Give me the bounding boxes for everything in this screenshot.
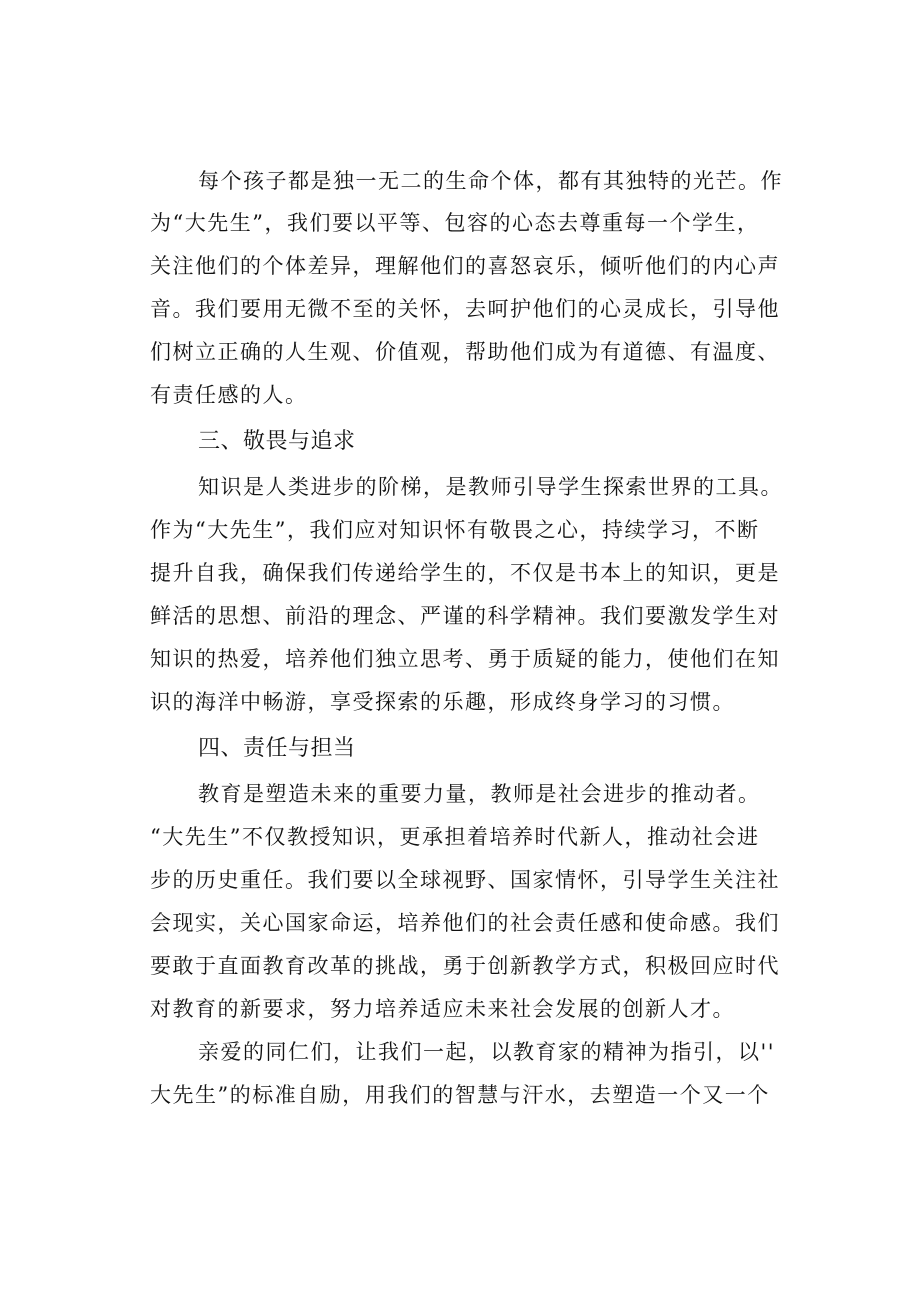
section-heading-4: 四、责任与担当 <box>198 736 356 761</box>
paragraph-line: 作为“大先生”，我们应对知识怀有敬畏之心，持续学习，不断 <box>150 518 760 542</box>
paragraph-line: 们树立正确的人生观、价值观，帮助他们成为有道德、有温度、 <box>150 340 780 364</box>
paragraph-line: 步的历史重任。我们要以全球视野、国家情怀，引导学生关注社 <box>150 868 780 892</box>
paragraph-line: 对教育的新要求，努力培养适应未来社会发展的创新人才。 <box>150 997 735 1021</box>
paragraph-line: 要敢于直面教育改革的挑战，勇于创新教学方式，积极回应时代 <box>150 954 780 978</box>
paragraph-line: 大先生”的标准自励，用我们的智慧与汗水，去塑造一个又一个 <box>150 1083 770 1107</box>
paragraph-line: 为“大先生”，我们要以平等、包容的心态去尊重每一个学生， <box>150 211 760 235</box>
paragraph-line: 教育是塑造未来的重要力量，教师是社会进步的推动者。 <box>198 782 761 806</box>
paragraph-line: 每个孩子都是独一无二的生命个体，都有其独特的光芒。作 <box>198 169 783 193</box>
paragraph-line: 关注他们的个体差异，理解他们的喜怒哀乐，倾听他们的内心声 <box>150 254 780 278</box>
paragraph-line: 知识是人类进步的阶梯，是教师引导学生探索世界的工具。 <box>198 475 783 499</box>
paragraph-line: 提升自我，确保我们传递给学生的，不仅是书本上的知识，更是 <box>150 561 780 585</box>
paragraph-line: 识的海洋中畅游，享受探索的乐趣，形成终身学习的习惯。 <box>150 690 735 714</box>
paragraph-line: 音。我们要用无微不至的关怀，去呵护他们的心灵成长，引导他 <box>150 297 780 321</box>
section-heading-3: 三、敬畏与追求 <box>198 429 356 454</box>
paragraph-line: “大先生”不仅教授知识，更承担着培养时代新人，推动社会进 <box>150 825 760 849</box>
paragraph-line: 鲜活的思想、前沿的理念、严谨的科学精神。我们要激发学生对 <box>150 604 780 628</box>
paragraph-line: 知识的热爱，培养他们独立思考、勇于质疑的能力，使他们在知 <box>150 647 780 671</box>
paragraph-line: 有责任感的人。 <box>150 383 308 407</box>
paragraph-line: 会现实，关心国家命运，培养他们的社会责任感和使命感。我们 <box>150 911 780 935</box>
paragraph-line: 亲爱的同仁们，让我们一起，以教育家的精神为指引，以'' <box>198 1040 776 1064</box>
